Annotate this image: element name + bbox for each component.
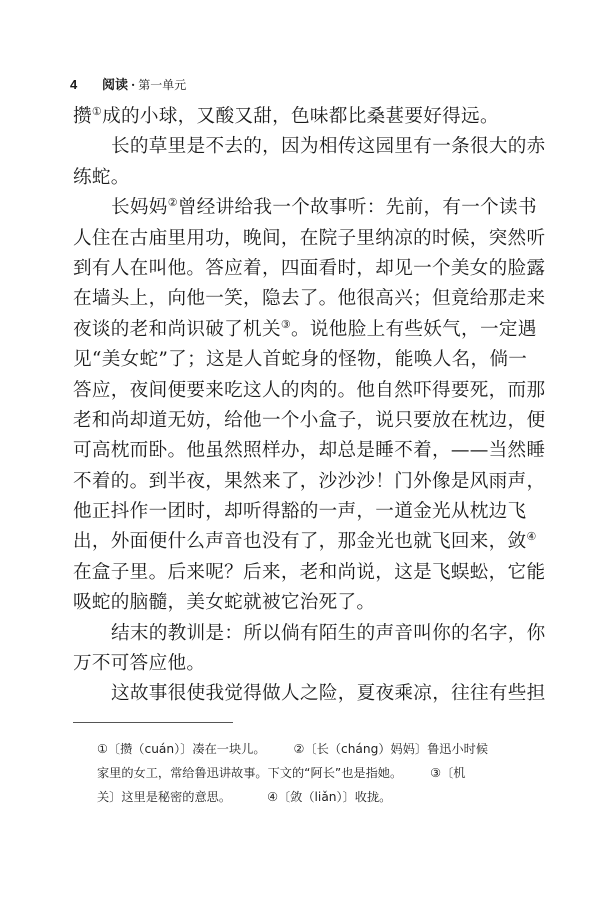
paragraph-start: 结末的教训是：所以倘有陌生的声音叫你的名字，你 [111,622,546,644]
footnote-1: ①〔攒（cuán）〕凑在一块儿。 [97,742,266,756]
footnote-line [97,737,557,761]
text-line: 可高枕而卧。他虽然照样办，却总是睡不着，——当然睡 [73,440,546,462]
paragraph-start: 这故事很使我觉得做人之险，夏夜乘凉，往往有些担 [111,683,546,705]
text-line: 在墙头上，向他一笑，隐去了。他很高兴；但竟给那走来 [73,288,546,310]
footnote-3-cont: 关〕这里是秘密的意思。 [97,790,232,804]
footnote-2: ②〔长（cháng）妈妈〕鲁迅小时候 [293,742,489,756]
footnote-2-cont: 家里的女工，常给鲁迅讲故事。下文的“阿长”也是指她。 [97,766,403,780]
paragraph-start: 长妈妈②曾经讲给我一个故事听：先前，有一个读书 [111,196,537,219]
text-line: 夜谈的老和尚识破了机关③。说他脸上有些妖气，一定遇 [73,317,537,340]
footnote-divider [73,722,233,723]
unit-title: 第一单元 [138,78,187,92]
text-line: 攒①成的小球，又酸又甜，色味都比桑葚要好得远。 [73,105,499,127]
paragraph-start: 长的草里是不去的，因为相传这园里有一条很大的赤 [111,136,546,158]
footnote-ref-1: ① [91,105,103,118]
footnote-3: ③〔机 [430,766,466,780]
text-line: 到有人在叫他。答应着，四面看时，却见一个美女的脸露 [73,257,546,279]
text-line: 答应，夜间便要来吃这人的肉的。他自然吓得要死，而那 [73,379,546,401]
body-text [73,102,559,710]
text-line: 不着的。到半夜，果然来了，沙沙沙！门外像是风雨声， [73,470,546,492]
text-line: 在盒子里。后来呢？后来，老和尚说，这是飞蜈蚣，它能 [73,561,546,583]
footnote-ref-3: ③ [280,317,292,331]
footnote-4: ④〔敛（liǎn）〕收拢。 [267,790,392,804]
text-line: 万不可答应他。 [73,653,206,675]
footnote-line [97,785,557,809]
text-line: 人住在古庙里用功，晚间，在院子里纳凉的时候，突然听 [73,227,546,249]
text-line: 他正抖作一团时，却听得豁的一声，一道金光从枕边飞 [73,501,527,523]
footnotes [97,737,557,809]
text-line: 见“美女蛇”了；这是人首蛇身的怪物，能唤人名，倘一 [73,349,528,371]
footnote-ref-2: ② [167,196,178,210]
footnote-line [97,761,557,785]
header-separator: · [131,78,136,92]
running-header [70,74,186,92]
text-line: 出，外面便什么声音也没有了，那金光也就飞回来，敛④ [73,530,537,553]
text-line: 吸蛇的脑髓，美女蛇就被它治死了。 [73,592,376,614]
text-line: 老和尚却道无妨，给他一个小盒子，说只要放在枕边，便 [73,409,546,431]
page-number: 4 [70,77,78,92]
footnote-ref-4: ④ [526,530,537,544]
section-title: 阅读 [102,78,129,93]
text-line: 练蛇。 [73,166,130,188]
